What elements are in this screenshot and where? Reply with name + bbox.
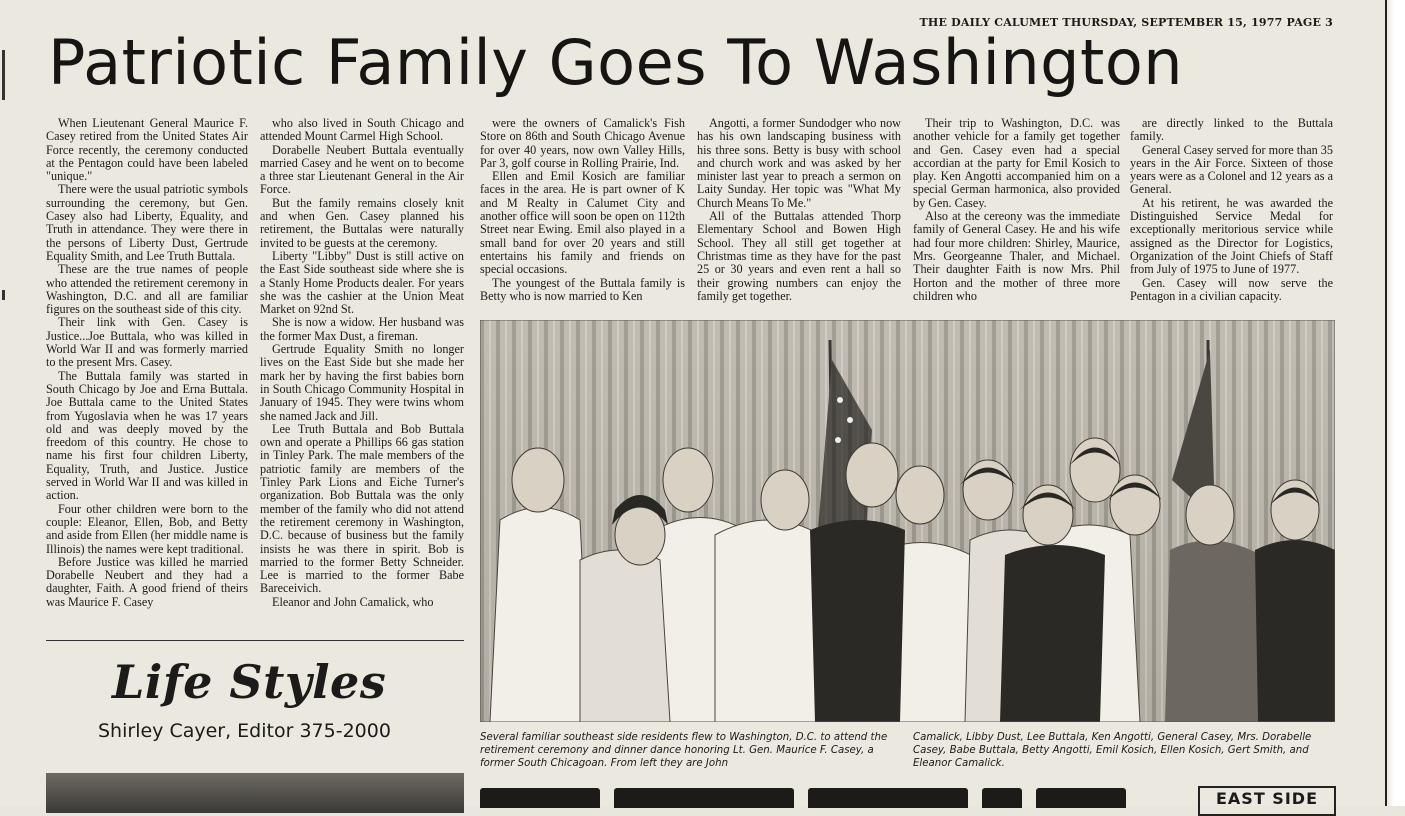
article-paragraph: Gertrude Equality Smith no longer lives on the East Side but she made her mark her by having the first babies born in South Chicago Community Hospital in January of 1945. They were twins whom she named Jack and Jill. xyxy=(260,342,464,423)
article-paragraph: Ellen and Emil Kosich are familiar faces in the area. He is part owner of K and M Realty in Calumet City and another office will soon be open on 112th Street near Ewing. Emil also played in a small band for over 20 years and still entertains his family and friends on special occasions. xyxy=(480,169,685,277)
article-paragraph: Four other children were born to the couple: Eleanor, Ellen, Bob, and Betty and aside from Ellen (her middle name is Illinois) the names were kept traditional. xyxy=(46,501,248,556)
article-column-1 xyxy=(46,117,248,637)
article-paragraph: are directly linked to the Buttala family. xyxy=(1130,117,1333,144)
article-paragraph: were the owners of Camalick's Fish Store on 86th and South Chicago Avenue for over 40 years, now own Valley Hills, Par 3, golf course in Rolling Prairie, Ind. xyxy=(480,117,685,170)
article-paragraph: All of the Buttalas attended Thorp Elementary School and Bowen High School. They all still get together at Christmas time as they have for the past 25 or 30 years and even rent a hall so their growing numbers can enjoy the family get together. xyxy=(697,209,901,303)
article-paragraph: When Lieutenant General Maurice F. Casey retired from the United States Air Force recently, the ceremony conducted at the Pentagon could have been labeled "unique." xyxy=(46,117,248,184)
article-paragraph: The Buttala family was started in South Chicago by Joe and Erna Buttala. Joe Buttala came to the United States from Yugoslavia when he was 17 years old and was deeply moved by the freedom of this country. He chose to name his first four children Liberty, Equality, Truth, and Justice. Justice served in World War II and was killed in action. xyxy=(46,368,248,503)
article-column-3 xyxy=(480,117,685,313)
article-paragraph: Dorabelle Neubert Buttala eventually married Casey and he went on to become a three star Lieutenant General in the Air Force. xyxy=(260,142,464,197)
article-paragraph: Also at the cereony was the immediate family of General Casey. He and his wife had four more children: Shirley, Maurice, Mrs. Georgeanne Thaler, and Michael. Their daughter Faith is now Mrs. Phil Horton and the mother of three more children who xyxy=(913,209,1120,303)
section-editor: Shirley Cayer, Editor 375-2000 xyxy=(98,720,391,742)
partial-photo-strip xyxy=(46,773,464,813)
article-paragraph: Eleanor and John Camalick, who xyxy=(272,594,434,609)
article-paragraph: Their trip to Washington, D.C. was another vehicle for a family get together and Gen. Casey even had a special accordian at the party for Emil Kosich to play. Ken Angotti accompanied him on a special German harmonica, also provided by Gen. Casey. xyxy=(913,117,1120,210)
section-title: Life Styles xyxy=(112,655,387,709)
page-folio: THE DAILY CALUMET THURSDAY, SEPTEMBER 15, 1977 PAGE 3 xyxy=(919,16,1333,29)
photo-caption-right: Camalick, Libby Dust, Lee Buttala, Ken Angotti, General Casey, Mrs. Dorabelle Casey, Babe Buttala, Betty Angotti, Emil Kosich, Ellen Kosich, Gert Smith, and Eleanor Camalick. xyxy=(913,732,1312,769)
article-paragraph: At his retirent, he was awarded the Distinguished Service Medal for exceptionally meritorious service while assigned as the Director for Logistics, Organization of the Joint Chiefs of Staff from July of 1975 to June of 1977. xyxy=(1130,195,1333,277)
article-paragraph: The youngest of the Buttala family is Betty who is now married to Ken xyxy=(480,275,685,303)
article-paragraph: Angotti, a former Sundodger who now has his own landscaping business with his three sons. Betty is busy with school and church work and was asked by her minister last year to preach a sermon on Laity Sunday. Her topic was "What My Church Means To Me." xyxy=(697,117,901,210)
group-photo xyxy=(480,320,1335,722)
page-binding-edge xyxy=(0,0,8,806)
article-paragraph: Gen. Casey will now serve the Pentagon in a civilian capacity. xyxy=(1130,275,1333,303)
article-paragraph: These are the true names of people who attended the retirement ceremony in Washington, D.C. and all are familiar figures on the southeast side of this city. xyxy=(46,262,248,317)
article-column-6 xyxy=(1130,117,1333,313)
article-column-4 xyxy=(697,117,901,313)
article-paragraph: Lee Truth Buttala and Bob Buttala own and operate a Phillips 66 gas station in Tinley Park. The male members of the patriotic family are members of the Tinley Park Lions and Eiche Turner's organization. Bob Buttala was the only member of the family who did not attend the retirement ceremony in Washington, D.C. because of business but the family insists he was there in spirit. Bob is married to the former Betty Schneider. Lee is married to the former Babe Bareceivich. xyxy=(260,421,464,596)
article-paragraph: Before Justice was killed he married Dorabelle Neubert and they had a daughter, Faith. A good friend of theirs was Maurice F. Casey xyxy=(46,554,248,609)
article-paragraph: But the family remains closely knit and when Gen. Casey planned his retirement, the Buttalas were naturally invited to be guests at the ceremony. xyxy=(260,195,464,250)
article-paragraph: Liberty "Libby" Dust is still active on the East Side southeast side where she is a Stanly Home Products dealer. For years she was the cashier at the Union Meat Market on 92nd St. xyxy=(260,248,464,317)
article-column-2 xyxy=(260,117,464,629)
photo-caption-left: Several familiar southeast side residents flew to Washington, D.C. to attend the retirement ceremony and dinner dance honoring Lt. Gen. Maurice F. Casey, a former South Chicagoan. From left they are John xyxy=(480,732,888,769)
article-paragraph: There were the usual patriotic symbols surrounding the ceremony, but Gen. Casey also had Liberty, Equality, and Truth in attendance. They were there in the persons of Liberty Dust, Gertrude Equality Smith, and Lee Truth Buttala. xyxy=(46,182,248,263)
page-right-edge xyxy=(1385,0,1405,806)
article-paragraph: She is now a widow. Her husband was the former Max Dust, a fireman. xyxy=(260,315,464,343)
east-side-label: EAST SIDE xyxy=(1198,786,1336,816)
article-paragraph: who also lived in South Chicago and attended Mount Carmel High School. xyxy=(260,117,464,144)
article-paragraph: General Casey served for more than 35 years in the Air Force. Sixteen of those years were as a Colonel and 12 years as a General. xyxy=(1130,142,1333,197)
article-headline: Patriotic Family Goes To Washington xyxy=(48,26,1184,99)
article-column-5 xyxy=(913,117,1120,313)
article-paragraph: Their link with Gen. Casey is Justice...Joe Buttala, who was killed in World War II and was formerly married to the present Mrs. Casey. xyxy=(46,315,248,370)
next-article-headline-cropped xyxy=(480,788,1180,808)
section-divider xyxy=(46,640,464,641)
